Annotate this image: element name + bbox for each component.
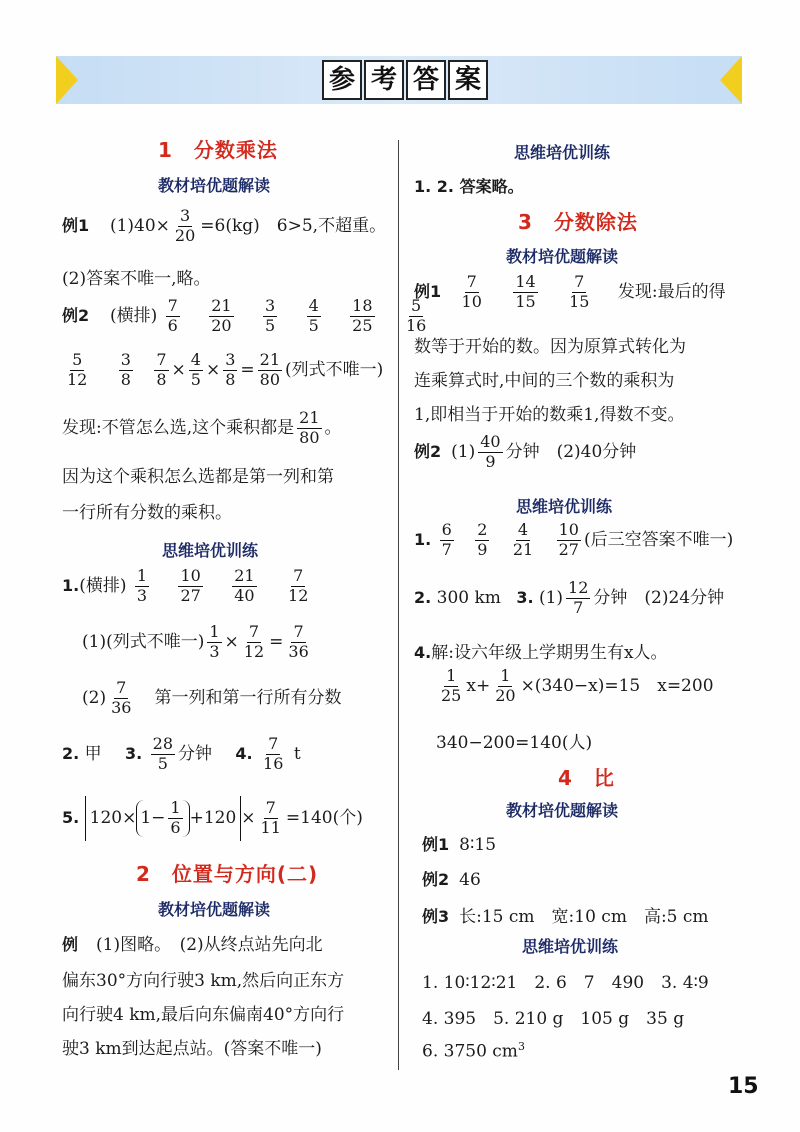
answer-text: (横排) — [79, 575, 127, 596]
answer-text: 第一列和第一行所有分数 — [154, 687, 342, 708]
answer-line: 4. 395 5. 210 g 105 g 35 g — [422, 1009, 685, 1029]
fraction: $\frac{2}{9}$ — [477, 520, 488, 559]
question-5: 5. 120× 1− $\frac{1}{6}$ +120 × $\frac{7}{11}$ =140(个) — [62, 796, 363, 841]
answer-text: (2) — [82, 687, 107, 708]
section-title: 思维培优训练 — [522, 937, 619, 956]
section-title: 教材培优题解读 — [506, 801, 619, 820]
answer-text: =6(kg) 6>5,不超重。 — [200, 215, 387, 236]
fraction: $\frac{3}{20}$ — [174, 206, 196, 245]
answer-line: 驶3 km到达起点站。(答案不唯一) — [62, 1039, 322, 1059]
fraction: $\frac{3}{8}$ — [225, 350, 236, 389]
fraction: $\frac{3}{5}$ — [264, 296, 276, 335]
section-title: 教材培优题解读 — [158, 176, 271, 195]
fraction: $\frac{7}{6}$ — [167, 296, 178, 335]
fraction: $\frac{1}{3}$ — [136, 566, 148, 605]
fraction: $\frac{1}{25}$ — [441, 666, 462, 705]
question-number: 1. — [414, 529, 432, 549]
column-divider — [398, 140, 399, 1070]
fraction: $\frac{1}{20}$ — [495, 666, 516, 705]
example-2: 例2 (1) $\frac{40}{9}$ 分钟 (2)40分钟 — [414, 432, 637, 471]
question-1-part-2 — [82, 680, 341, 717]
section-title: 教材培优题解读 — [506, 247, 619, 266]
answer-text: 发现:最后的得 — [617, 281, 726, 302]
question-1 — [62, 568, 313, 605]
answer-line: 一行所有分数的乘积。 — [62, 503, 232, 523]
fraction: $\frac{7}{36}$ — [288, 622, 309, 661]
chapter-title: 2 位置与方向(二) — [136, 862, 319, 886]
answer-text: (列式不唯一) — [285, 359, 384, 380]
page-number: 15 — [728, 1074, 759, 1099]
fraction: $\frac{7}{8}$ — [156, 350, 167, 389]
section-title: 思维培优训练 — [162, 541, 259, 560]
example-line: 例1 8∶15 — [422, 835, 497, 855]
example-label: 例2 — [62, 305, 90, 325]
answer-line: 向行驶4 km,最后向东偏南40°方向行 — [62, 1005, 345, 1025]
chapter-title: 1 分数乘法 — [158, 138, 278, 162]
fraction: $\frac{7}{12}$ — [243, 622, 265, 661]
fraction: $\frac{4}{5}$ — [308, 296, 319, 335]
answer-line: 偏东30°方向行驶3 km,然后向正东方 — [62, 971, 345, 991]
answer-text: ×(340−x)=15 x=200 — [520, 675, 714, 696]
answer-line: 数等于开始的数。因为原算式转化为 — [414, 337, 686, 357]
banner-left-arrow — [56, 56, 78, 104]
fraction: $\frac{1}{3}$ — [209, 622, 220, 661]
fraction: $\frac{7}{10}$ — [461, 272, 482, 311]
answer-text: 甲 — [84, 743, 102, 764]
example-1 — [414, 274, 726, 311]
answer-line: 连乘算式时,中间的三个数的乘积为 — [414, 371, 675, 391]
answer-line: 1,即相当于开始的数乘1,得数不变。 — [414, 405, 685, 425]
section-title: 教材培优题解读 — [158, 900, 271, 919]
question-number: 4. — [235, 743, 253, 763]
questions-2-4 — [62, 736, 301, 773]
page-title — [322, 60, 488, 100]
question-number: 4. — [414, 643, 432, 662]
example-label: 例1 — [414, 281, 442, 301]
finding-line: 发现:不管怎么选,这个乘积都是 $\frac{21}{80}$ 。 — [62, 408, 342, 447]
answer-text: 分钟 — [178, 743, 213, 764]
question-number: 5. — [62, 807, 80, 827]
answer-text: 解:设六年级上学期男生有x人。 — [431, 643, 668, 663]
answer-text: (后三空答案不唯一) — [583, 529, 734, 550]
answer-line: 因为这个乘积怎么选都是第一列和第 — [62, 467, 334, 487]
question-number: 2. — [414, 587, 432, 607]
fraction: $\frac{7}{11}$ — [260, 798, 281, 837]
answer-text: (1)图略。 (2)从终点站先向北 — [96, 935, 323, 955]
fraction: $\frac{7}{16}$ — [263, 734, 284, 773]
question-number: 1. — [62, 575, 80, 595]
question-number: 3. — [516, 587, 534, 607]
question-4 — [414, 638, 668, 663]
answer-text: 分钟 (2)24分钟 — [593, 587, 725, 608]
fraction: $\frac{7}{15}$ — [569, 272, 590, 311]
answer-text: 1. 2. 答案略。 — [414, 177, 524, 196]
question-1 — [414, 522, 733, 559]
fraction: $\frac{5}{16}$ — [405, 296, 427, 335]
example-label: 例1 — [62, 215, 90, 235]
answer-text: 120× — [89, 807, 137, 828]
parenthesis: 1− $\frac{1}{6}$ — [136, 800, 189, 837]
fraction: $\frac{7}{36}$ — [111, 678, 132, 717]
fraction: $\frac{28}{5}$ — [152, 734, 174, 773]
answer-text: t — [293, 743, 301, 764]
title-char: 答 — [406, 60, 446, 100]
example-line — [62, 930, 323, 955]
fraction: $\frac{21}{20}$ — [211, 296, 232, 335]
answer-line: 1. 10∶12∶21 2. 6 7 490 3. 4∶9 — [422, 973, 709, 993]
fraction: $\frac{21}{80}$ — [259, 350, 281, 389]
banner-right-arrow — [720, 56, 742, 104]
example-label: 例3 — [422, 907, 450, 926]
example-2 — [62, 298, 431, 335]
fraction: $\frac{21}{80}$ — [299, 408, 320, 447]
answer-line: 6. 3750 $cm^3$ — [422, 1040, 525, 1062]
chapter-title: 3 分数除法 — [518, 210, 638, 234]
example-line: 例3 长:15 cm 宽:10 cm 高:5 cm — [422, 907, 709, 927]
questions-2-3: 2. 300 km 3. (1) $\frac{12}{7}$ 分钟 (2)24分钟 — [414, 578, 725, 617]
answer-text: 分钟 (2)40分钟 — [505, 441, 637, 462]
answer-text: 发现:不管怎么选,这个乘积都是 — [62, 417, 295, 438]
example-1 — [62, 208, 386, 245]
chapter-title: 4 比 — [558, 766, 615, 790]
question-1-part-1: (1)(列式不唯一) $\frac{1}{3}$ × $\frac{7}{12}$ = $\frac{7}{36}$ — [82, 622, 309, 661]
question-4-equation: $\frac{1}{25}$ x+ $\frac{1}{20}$ ×(340−x)=15 x=200 — [441, 666, 714, 705]
section-title: 思维培优训练 — [514, 143, 611, 162]
answer-text: (1)40× — [109, 215, 170, 236]
question-number: 2. — [62, 743, 80, 763]
example-line: 例2 46 — [422, 870, 481, 890]
example-label: 例2 — [414, 441, 442, 461]
answer-text: (1)(列式不唯一) — [82, 631, 205, 652]
fraction: $\frac{4}{21}$ — [512, 520, 534, 559]
fraction: $\frac{10}{27}$ — [180, 566, 201, 605]
fraction: $\frac{5}{12}$ — [67, 350, 88, 389]
section-title: 思维培优训练 — [516, 497, 613, 516]
title-char: 参 — [322, 60, 362, 100]
title-char: 案 — [448, 60, 488, 100]
answer-line — [414, 174, 524, 197]
example-label: 例2 — [422, 870, 450, 889]
answer-text: =140(个) — [285, 807, 363, 828]
fraction: $\frac{21}{40}$ — [234, 566, 255, 605]
fraction: $\frac{7}{12}$ — [288, 566, 309, 605]
answer-text: (横排) — [109, 305, 158, 326]
fraction: $\frac{3}{8}$ — [120, 350, 131, 389]
fraction: $\frac{14}{15}$ — [515, 272, 536, 311]
fraction: $\frac{6}{7}$ — [441, 520, 452, 559]
answer-line: (2)答案不唯一,略。 — [62, 269, 211, 289]
fraction: $\frac{40}{9}$ — [480, 432, 501, 471]
question-number: 3. — [125, 743, 143, 763]
fraction: $\frac{10}{27}$ — [558, 520, 579, 559]
fraction: $\frac{4}{5}$ — [190, 350, 201, 389]
example-label: 例 — [62, 935, 79, 954]
title-char: 考 — [364, 60, 404, 100]
example-2-row2: $\frac{5}{12}$ $\frac{3}{8}$ $\frac{7}{8}$ × $\frac{4}{5}$ × $\frac{3}{8}$ = $\frac{21}{80}$ (列式不唯一) — [67, 350, 384, 389]
fraction: $\frac{18}{25}$ — [352, 296, 373, 335]
example-label: 例1 — [422, 835, 450, 854]
answer-line: 340−200=140(人) — [436, 733, 593, 753]
fraction: $\frac{12}{7}$ — [568, 578, 589, 617]
square-bracket: 120× 1− $\frac{1}{6}$ +120 — [85, 796, 242, 841]
fraction: $\frac{1}{6}$ — [170, 798, 181, 837]
